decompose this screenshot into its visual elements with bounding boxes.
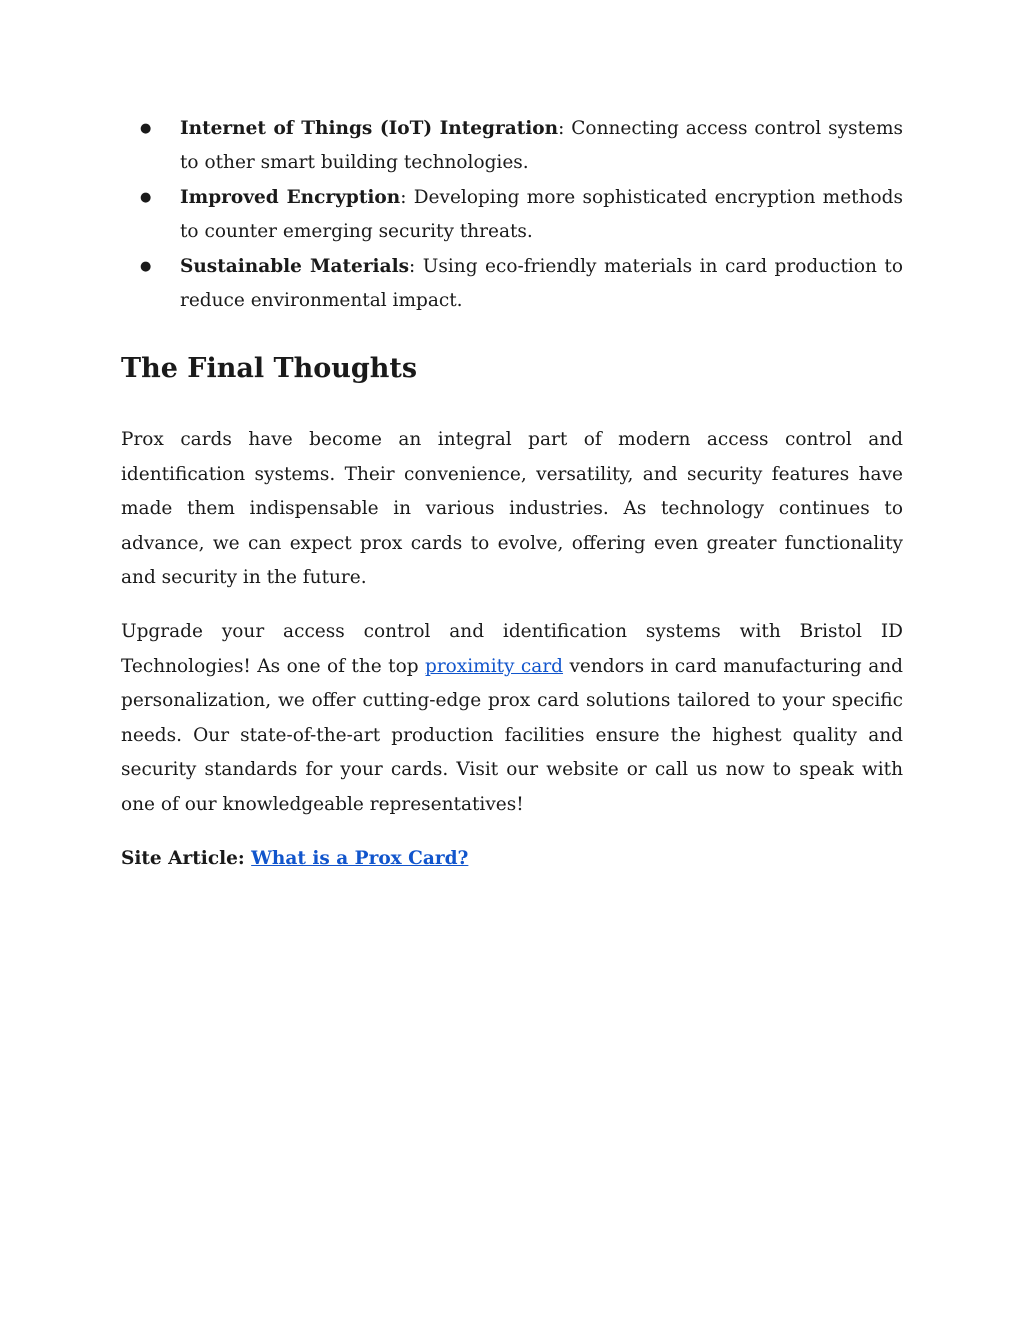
list-item <box>121 112 903 181</box>
paragraph-cta <box>121 615 903 821</box>
bullet-text: : Connecting access control systems to other smart building technologies. <box>180 118 903 174</box>
cta-text-end: vendors in card manufacturing and personalization, we offer cutting-edge prox card solutions tailored to your specific needs. Our state-of-the-art production facilities ensure the highest quality and security standards for your cards. Visit our website or call us now to speak with one of our knowledgeable representatives! <box>121 655 903 815</box>
paragraph-summary: Prox cards have become an integral part of modern access control and identification systems. Their convenience, versatility, and security features have made them indispensable in various industries. As technology continues to advance, we can expect prox cards to evolve, offering even greater functionality and security in the future. <box>121 429 903 589</box>
site-article-label: Site Article: <box>121 847 252 869</box>
bullet-text: : Developing more sophisticated encryption methods to counter emerging security threats. <box>180 186 903 243</box>
bullet-term: Sustainable Materials <box>180 255 410 277</box>
bullet-icon: ● <box>140 189 152 205</box>
feature-bullet-list <box>121 112 903 318</box>
site-article-line <box>121 842 903 876</box>
section-heading: The Final Thoughts <box>121 353 418 385</box>
cta-text-start: Upgrade your access control and identification systems with Bristol ID Technologies! As one of the top <box>121 621 903 677</box>
list-item <box>121 250 903 319</box>
bullet-icon: ● <box>140 121 152 136</box>
document-page <box>121 112 903 876</box>
proximity-card-link[interactable]: proximity card <box>424 655 564 677</box>
site-article-link[interactable]: What is a Prox Card? <box>251 847 469 869</box>
list-item <box>121 181 903 250</box>
bullet-term: Improved Encryption <box>180 186 401 208</box>
bullet-text: : Using eco-friendly materials in card production to reduce environmental impact. <box>180 255 903 312</box>
bullet-term: Internet of Things (IoT) Integration <box>180 118 559 139</box>
bullet-icon: ● <box>140 258 152 274</box>
